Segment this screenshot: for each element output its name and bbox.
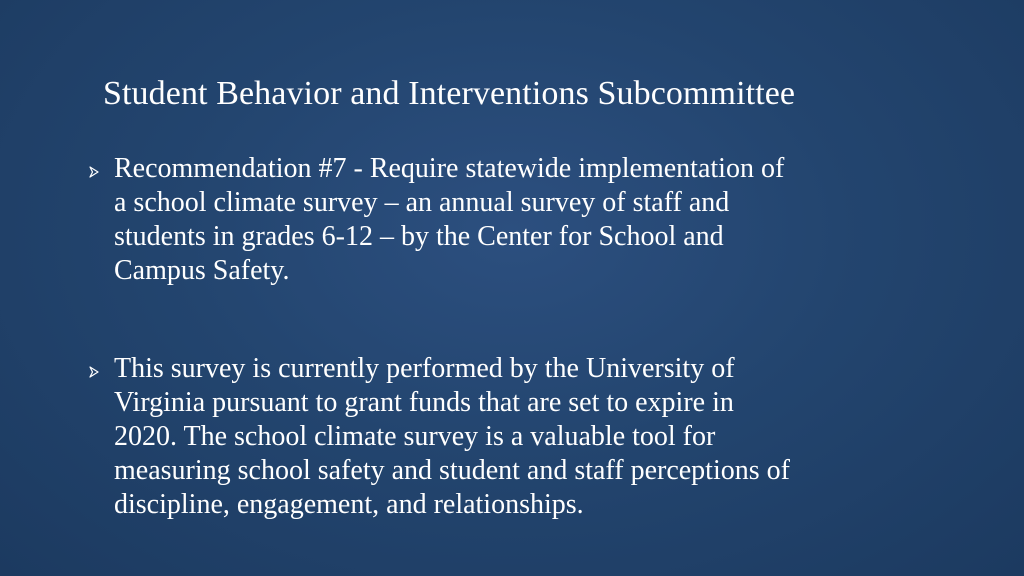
bullet-line: Campus Safety. (114, 255, 290, 286)
slide-title: Student Behavior and Interventions Subcommittee (103, 75, 796, 112)
bullet-line: a school climate survey – an annual survey of staff and (114, 187, 730, 218)
bullet-line: students in grades 6-12 – by the Center for School and (114, 221, 724, 252)
bullet-text (114, 352, 944, 522)
bullet-line: 2020. The school climate survey is a valuable tool for (114, 421, 716, 452)
bullet-line: discipline, engagement, and relationships. (114, 489, 584, 520)
bullet-text (114, 152, 944, 288)
bullet-line: Recommendation #7 - Require statewide implementation of (114, 153, 785, 184)
bullet-line: This survey is currently performed by the University of (114, 353, 735, 384)
bullet-line: measuring school safety and student and staff perceptions of (114, 455, 790, 486)
chevron-right-arrow-icon (88, 365, 100, 377)
chevron-right-arrow-icon (88, 165, 100, 177)
bullet-line: Virginia pursuant to grant funds that are set to expire in (114, 387, 734, 418)
